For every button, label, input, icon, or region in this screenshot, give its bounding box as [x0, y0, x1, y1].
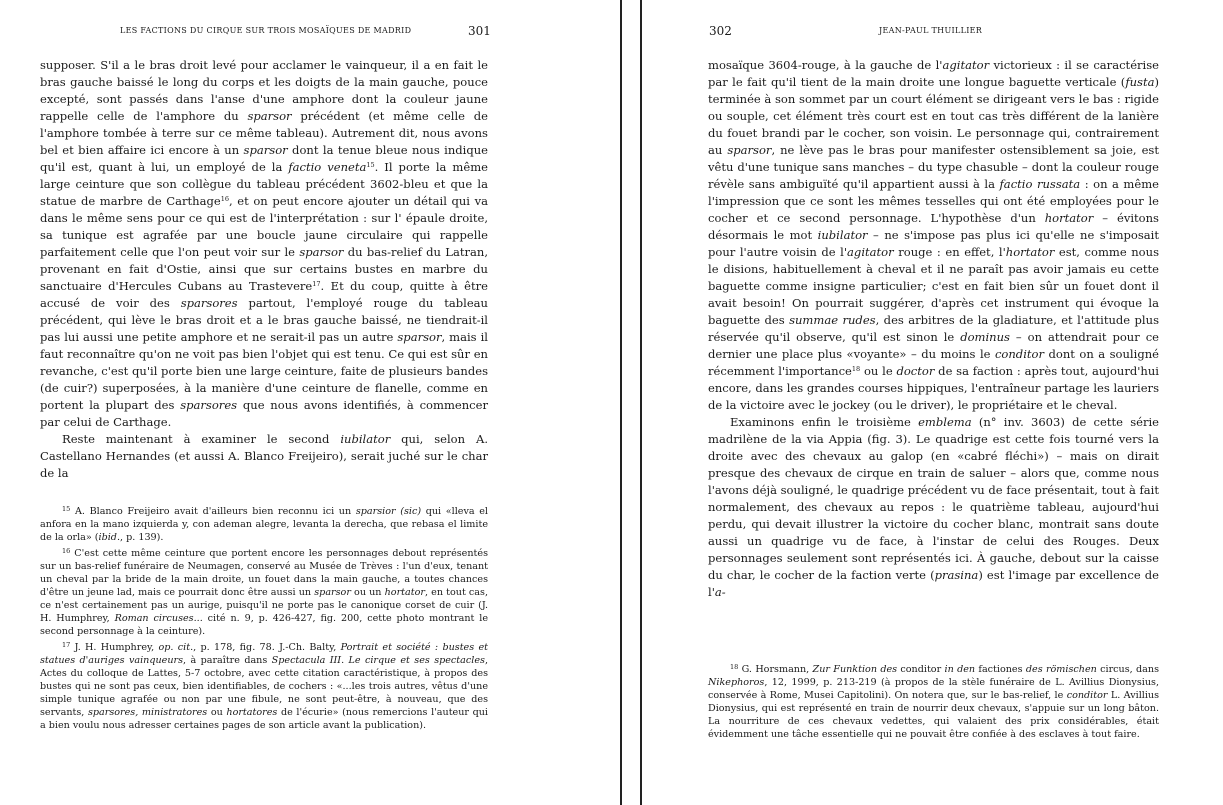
footnote-16: $^{16}$ C'est cette même ceinture que portent encore les personnages debout représentés sur un bas-relief funéraire de Neumagen, conservé au Musée de Trèves : l'un d'eux, tenant un cheval par la bride de la main droite, un fouet dans la main gauche, a toutes chances d'être un jeune lad, mais ce pourrait donc être aussi un sparsor ou un hortator, en tout cas, ce n'est certainement pas un aurige, puisqu'il ne porte pas le canonique corset de cuir (J. H. Humphrey, Roman circuses... cité n. 9, p. 426-427, fig. 200, cette photo montrant le second personnage à la ceinture). — [40, 547, 489, 637]
body-text — [40, 57, 488, 482]
paragraph: supposer. S'il a le bras droit levé pour acclamer le vainqueur, il a en fait le bras gauche baissé le long du corps et les doigts de la main gauche, pouce excepté, sont passés dans l'anse d'une amphore dont la couleur jaune rappelle celle de l'amphore du sparsor précédent (et même celle de l'amphore tombée à terre sur ce même tableau). Autrement dit, nous avons bel et bien affaire ici encore à un sparsor dont la tenue bleue nous indique qu'il est, quant à lui, un employé de la factio veneta$^{15}$. Il porte la même large ceinture que son collègue du tableau précédent 3602-bleu et que la statue de marbre de Carthage$^{16}$, et on peut encore ajouter un détail qui va dans le même sens pour ce qui est de l'interprétation : sur l' épaule droite, sa tunique est agrafée par une boucle jaune circulaire qui rappelle parfaitement celle que l'on peut voir sur le sparsor du bas-relief du Latran, provenant en fait d'Ostie, ainsi que sur certains bustes en marbre du sanctuaire d'Hercules Cubans au Trastevere$^{17}$. Et du coup, quitte à être accusé de voir des sparsores partout, l'employé rouge du tableau précédent, qui lève le bras droit et a le bras gauche baissé, ne tiendrait-il pas lui aussi une petite amphore et ne serait-il pas un autre sparsor, mais il faut reconnaître qu'on ne voit pas bien l'objet qui est tenu. Ce qui est sûr en revanche, c'est qu'il porte bien une large ceinture, faite de plusieurs bandes (de cuir?) superposées, à la manière d'une ceinture de flanelle, comme en portent la plupart des sparsores que nous avons identifiés, à commencer par celui de Carthage. — [40, 58, 489, 429]
footnote-18: $^{18}$ G. Horsmann, Zur Funktion des conditor in den factiones des römischen circus, dans Nikephoros, 12, 1999, p. 213-219 (à propos de la stèle funéraire de L. Avillius Dionysius, conservée à Rome, Musei Capitolini). On notera que, sur le bas-relief, le conditor L. Avillius Dionysius, qui est représenté en train de nourrir deux chevaux, s'appuie sur un long bâton. La nourriture de ces chevaux vedettes, qui valaient des prix considérables, était évidemment une tâche essentielle qui ne pouvait être confiée à des esclaves à tout faire. — [708, 663, 1160, 740]
paragraph: Examinons enfin le troisième emblema (n° inv. 3603) de cette série madrilène de la via Appia (fig. 3). Le quadrige est cette fois tourné vers la droite avec des chevaux au galop (en «cabré fléchi») – mais on dirait presque des chevaux de cirque en train de saluer – alors que, comme nous l'avons déjà souligné, le quadrige précédent vu de face présentait, tout à fait normalement, des chevaux au repos : le quatrième tableau, aujourd'hui perdu, qui devait illustrer la victoire du cocher blanc, montrait sans doute aussi un quadrige vu de face, à l'instar de celui des Rouges. Deux personnages seulement sont représentés ici. À gauche, debout sur la caisse du char, le cocher de la faction verte (prasina) est l'image par excellence de l'a- — [708, 415, 1159, 599]
running-head: JEAN-PAUL THUILLIER — [879, 26, 983, 35]
body-text — [708, 57, 1159, 601]
footnote-ref[interactable]: 17 — [312, 280, 321, 288]
footnote-ref[interactable]: 18 — [851, 365, 861, 373]
footnote-15: $^{15}$ A. Blanco Freijeiro avait d'ailleurs bien reconnu ici un sparsior (sic) qui «lleva el anfora en la mano izquierda y, con ademan alegre, levanta la derecha, que rebasa el limite de la orla» (ibid., p. 139). — [40, 505, 488, 543]
footnotes — [708, 661, 1159, 742]
page-number: 301 — [468, 24, 491, 38]
footnote-17: $^{17}$ J. H. Humphrey, op. cit., p. 178, fig. 78. J.-Ch. Balty, Portrait et société : bustes et statues d'auriges vainqueurs, à paraître dans Spectacula III. Le cirque et ses spectacles, Actes du colloque de Lattes, 5-7 octobre, avec cette citation caractéristique, à propos des bustes qui ne sont pas ceux, bien identifiables, de cochers : «...les trois autres, vêtus d'une simple tunique agrafée ou non par une fibule, ne sont peut-être, à nouveau, que des servants, sparsores, ministratores ou hortatores de l'écurie» (nous remercions l'auteur qui a bien voulu nous adresser certaines pages de son article avant la publication). — [40, 641, 488, 731]
page-divider — [620, 0, 622, 805]
page-number: 302 — [709, 24, 732, 38]
paragraph: mosaïque 3604-rouge, à la gauche de l'agitator victorieux : il se caractérise par le fait qu'il tient de la main droite une longue baguette verticale (fusta) terminée à son sommet par un court élément se dirigeant vers le bas : rigide ou souple, cet élément très court est en tout cas très différent de la lanière du fouet brandi par le cocher, son voisin. Le personnage qui, contrairement au sparsor, ne lève pas le bras pour manifester ostensiblement sa joie, est vêtu d'une tunique sans manches – du type chasuble – dont la couleur rouge révèle sans ambiguïté qu'il appartient aussi à la factio russata : on a même l'impression que ce sont les mêmes tesselles qui ont été employées pour le cocher et ce second personnage. L'hypothèse d'un hortator – évitons désormais le mot iubilator – ne s'impose pas plus ici qu'elle ne s'imposait pour l'autre voisin de l'agitator rouge : en effet, l'hortator est, comme nous le disions, habituellement à cheval et il ne paraît pas avoir jamais eu cette baguette comme insigne particulier; c'est en fait bien sûr un fouet dont il avait besoin! On pourrait suggérer, d'après cet instrument qui évoque la baguette des summae rudes, des arbitres de la gladiature, et l'attitude plus réservée qu'il observe, qu'il est sinon le dominus – on attendrait pour ce dernier une place plus «voyante» – du moins le conditor dont on a souligné récemment l'importance$^{18}$ ou le doctor de sa faction : après tout, aujourd'hui encore, dans les grandes courses hippiques, l'entraîneur partage les lauriers de la victoire avec le jockey (ou le driver), le propriétaire et le cheval. — [708, 58, 1160, 412]
footnotes — [40, 503, 488, 733]
footnote-ref[interactable]: 15 — [366, 161, 375, 169]
footnote-ref[interactable]: 16 — [220, 195, 229, 203]
running-head: LES FACTIONS DU CIRQUE SUR TROIS MOSAÏQUES DE MADRID — [120, 26, 412, 35]
paragraph: Reste maintenant à examiner le second iubilator qui, selon A. Castellano Hernandes (et aussi A. Blanco Freijeiro), serait juché sur le char de la — [40, 432, 488, 480]
right-page — [642, 0, 1223, 805]
